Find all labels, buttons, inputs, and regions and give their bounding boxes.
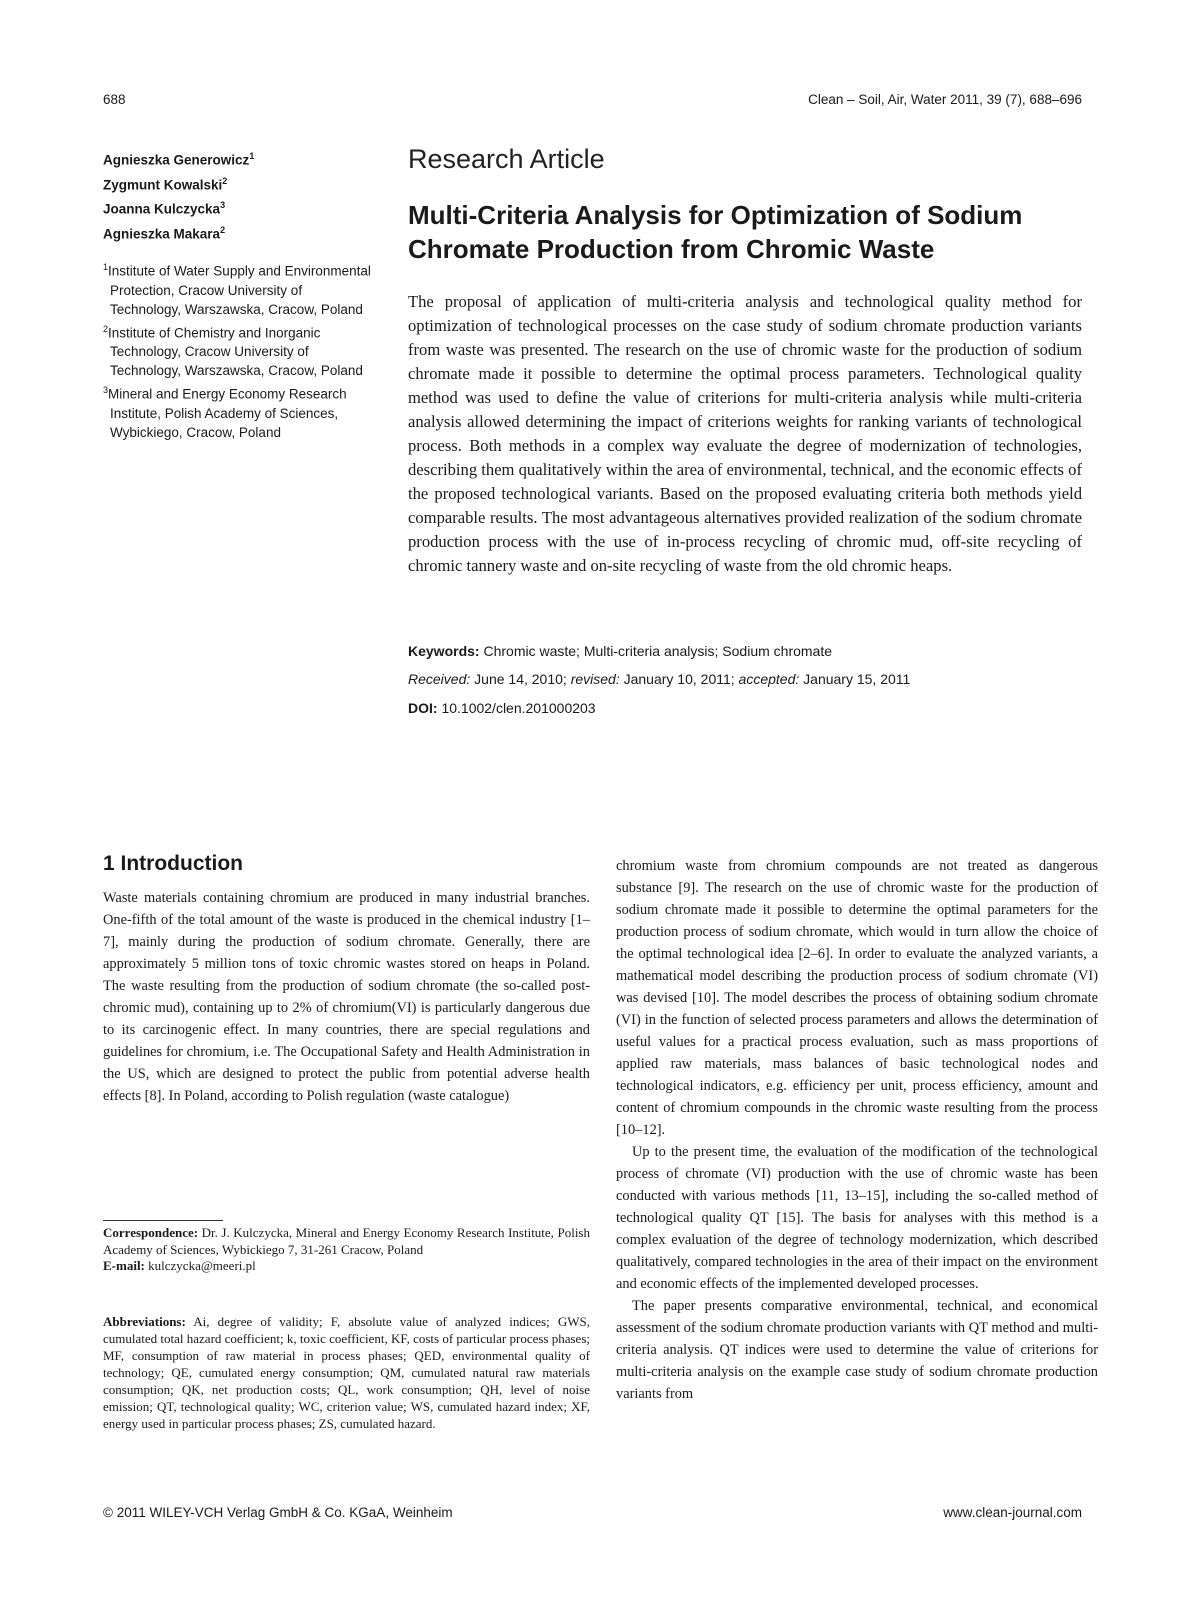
affiliation: $^2$Institute of Chemistry and Inorganic Technology, Cracow University of Technology, Warszawska, Cracow, Poland	[103, 323, 363, 378]
keywords: Keywords: Chromic waste; Multi-criteria analysis; Sodium chromate	[408, 643, 833, 659]
section-heading: 1 Introduction	[103, 852, 243, 875]
page-number: 688	[103, 92, 126, 107]
article-type: Research Article	[408, 144, 605, 174]
footnote-divider	[103, 1220, 223, 1221]
email-link[interactable]: kulczycka@meeri.pl	[148, 1258, 256, 1273]
doi: DOI: 10.1002/clen.201000203	[408, 700, 596, 716]
author: Agnieszka Generowicz$^1$	[103, 151, 255, 168]
author: Zygmunt Kowalski$^2$	[103, 175, 228, 192]
article-dates: Received: June 14, 2010; revised: January 10, 2011; accepted: January 15, 2011	[408, 671, 911, 687]
abbreviations-footnote: Abbreviations: Ai, degree of validity; F, absolute value of analyzed indices; GWS, cumulated total hazard coefficient; k, toxic coefficient, KF, costs of particular process phases; MF, consumption of raw material in process phases; QED, environmental quality of technology; QE, cumulated energy consumption; QM, cumulated natural raw materials consumption; QK, net production costs; QL, work consumption; QH, level of noise emission; QT, technological quality; WC, criterion value; WS, cumulated hazard index; XF, energy used in particular process phases; ZS, cumulated hazard.	[103, 1314, 590, 1431]
author: Agnieszka Makara$^2$	[103, 224, 226, 241]
article-title: Multi-Criteria Analysis for Optimization of Sodium Chromate Production from Chromic Waste	[408, 200, 1023, 264]
paragraph: chromium waste from chromium compounds are not treated as dangerous substance [9]. The research on the use of chromic waste for the production of sodium chromate made it possible to determine the optimal parameters for the production process of sodium chromate, which would in turn allow the choice of the optimal technological idea [2–6]. In order to evaluate the analyzed variants, a mathematical model describing the production process of sodium chromate (VI) was devised [10]. The model describes the process of obtaining sodium chromate (VI) in the function of selected process parameters and allows the determination of useful values for a practical process evaluation, such as mass proportions of applied raw materials, mass balances of basic technological nodes and technological indicators, e.g. efficiency per unit, process efficiency, amount and content of chromium compounds in the chromic waste resulting from the process [10–12].	[616, 858, 1098, 1138]
paragraph: Up to the present time, the evaluation of the modification of the technological process of chromate (VI) production with the use of chromic waste has been conducted with various methods [11, 13–15], including the so-called method of technological quality QT [15]. The basis for analyses with this method is a complex evaluation of the degree of technology modernization, which described qualitatively, compared technologies in the area of their impact on the environment and economic effects of the implemented developed processes.	[616, 1144, 1098, 1292]
affiliation-list	[103, 258, 373, 443]
paragraph: The paper presents comparative environmental, technical, and economical assessment of the sodium chromate production variants with QT method and multi-criteria analysis. QT indices were used to determine the value of criterions for multi-criteria analysis on the example case study of sodium chromate production variants from	[616, 1298, 1098, 1402]
correspondence-footnote: Correspondence: Dr. J. Kulczycka, Mineral and Energy Economy Research Institute, Polish Academy of Sciences, Wybickiego 7, 31-261 Cracow, Poland E-mail: kulczycka@meeri.pl	[103, 1225, 590, 1273]
affiliation: $^3$Mineral and Energy Economy Research Institute, Polish Academy of Sciences, Wybickiego, Cracow, Poland	[103, 385, 347, 440]
abstract: The proposal of application of multi-criteria analysis and technological quality method for optimization of technological processes on the case study of sodium chromate production variants from waste was presented. The research on the use of chromic waste for the production of sodium chromate made it possible to determine the optimal process parameters. Technological quality method was used to define the value of criterions for multi-criteria analysis while multi-criteria analysis allowed determining the impact of criterions weights for ranking variants of technological process. Both methods in a complex way evaluate the degree of modernization of technologies, describing them qualitatively within the area of environmental, technical, and the economic effects of the proposed technological variants. Based on the proposed evaluating criteria both methods yield comparable results. The most advantageous alternatives provided realization of the sodium chromate production process with the use of in-process recycling of chromic mud, off-site recycling of chromic tannery waste and on-site recycling of waste from the old chromic heaps.	[408, 292, 1082, 575]
journal-website[interactable]: www.clean-journal.com	[943, 1505, 1082, 1520]
journal-citation: Clean – Soil, Air, Water 2011, 39 (7), 688–696	[808, 92, 1082, 107]
body-text-left: Waste materials containing chromium are produced in many industrial branches. One-fifth of the total amount of the waste is produced in the chemical industry [1–7], mainly during the production of sodium chromate. Generally, there are approximately 5 million tons of toxic chromic wastes stored on heaps in Poland. The waste resulting from the production of sodium chromate (the so-called post-chromic mud), containing up to 2% of chromium(VI) is particularly dangerous due to its carcinogenic effect. In many countries, there are special regulations and guidelines for chromium, i.e. The Occupational Safety and Health Administration in the US, which are designed to protect the public from potential adverse health effects [8]. In Poland, according to Polish regulation (waste catalogue)	[103, 890, 590, 1104]
author-list	[103, 146, 373, 244]
copyright: © 2011 WILEY-VCH Verlag GmbH & Co. KGaA, Weinheim	[103, 1505, 453, 1520]
author: Joanna Kulczycka$^3$	[103, 200, 226, 217]
body-text-right	[616, 855, 1098, 1405]
affiliation: $^1$Institute of Water Supply and Environmental Protection, Cracow University of Technology, Warszawska, Cracow, Poland	[103, 262, 371, 317]
